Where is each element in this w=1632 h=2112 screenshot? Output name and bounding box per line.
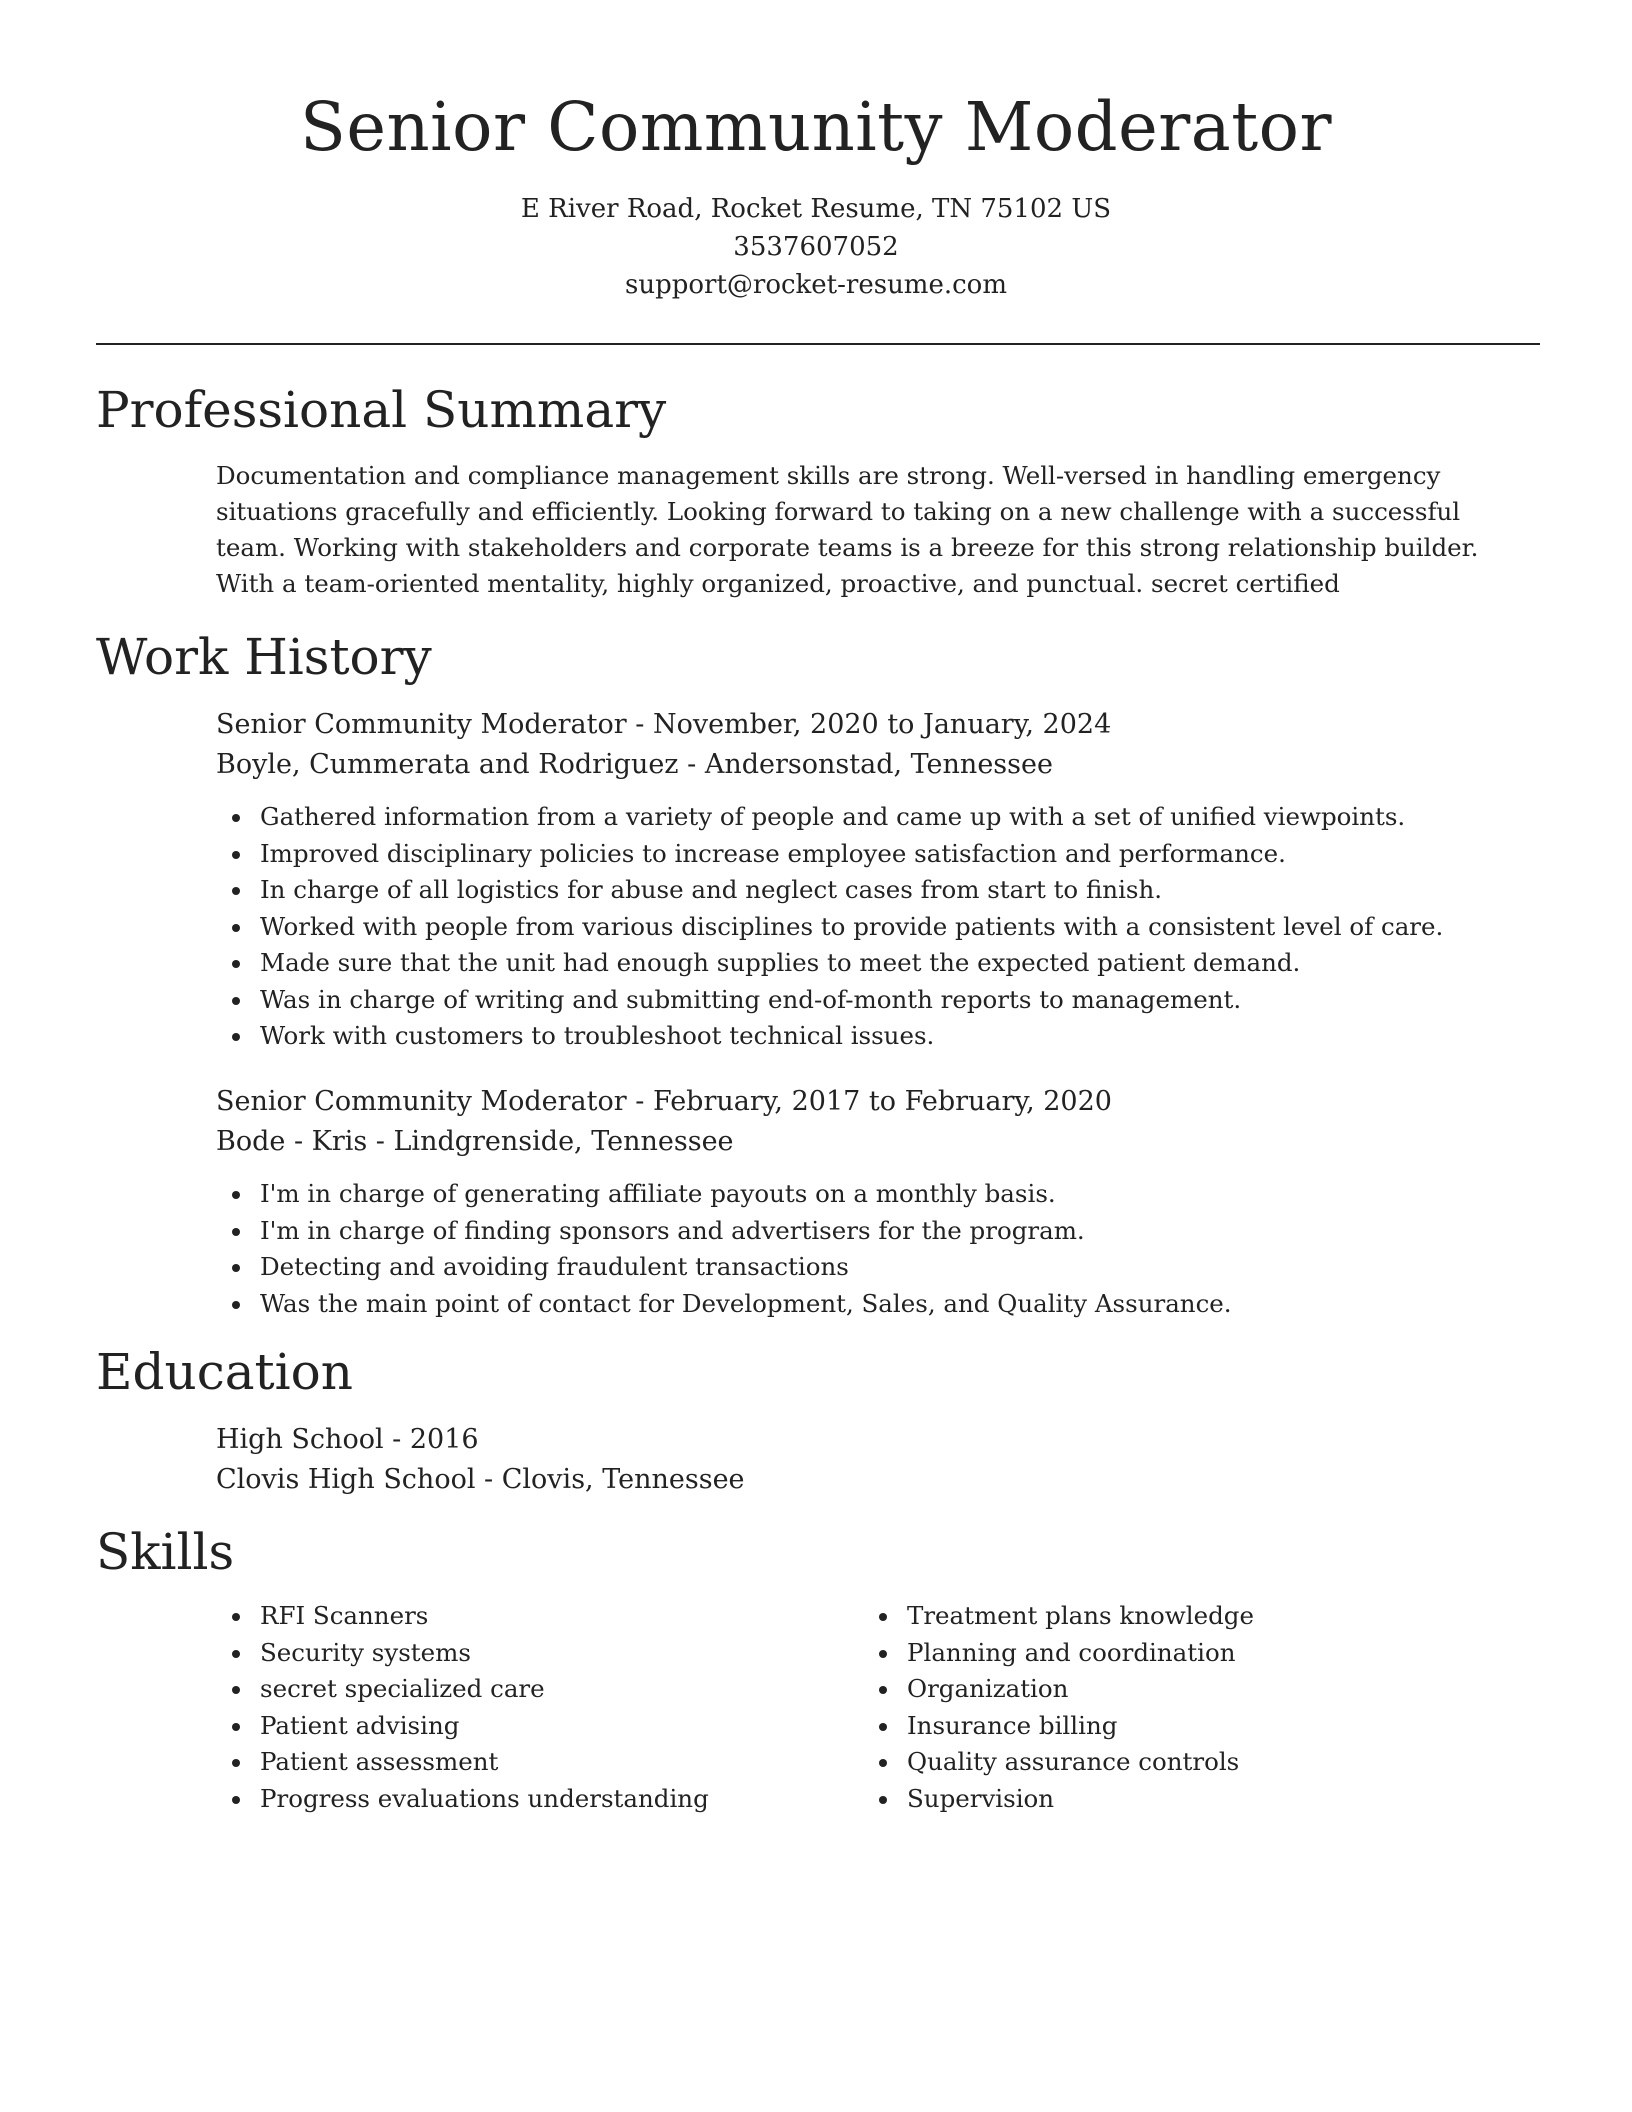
skill-item: Security systems [216,1635,836,1672]
education-school-line [216,1460,1526,1500]
list-item: Made sure that the unit had enough supplies to meet the expected patient demand. [216,945,1526,982]
education-school: Clovis High School [216,1464,476,1495]
contact-address: E River Road, Rocket Resume, TN 75102 US [520,194,1112,224]
skill-item: Patient assessment [216,1744,836,1781]
skill-item: Planning and coordination [863,1635,1483,1672]
job-dates: - November, 2020 to January, 2024 [626,709,1112,740]
job-location: - Lindgrenside, Tennessee [367,1126,734,1157]
list-item: Gathered information from a variety of people and came up with a set of unified viewpoints. [216,799,1526,836]
job-entry-2 [216,1082,1526,1322]
skill-item: Insurance billing [863,1708,1483,1745]
list-item: Was the main point of contact for Development, Sales, and Quality Assurance. [216,1286,1526,1323]
section-title-skills: Skills [96,1523,235,1581]
list-item: Work with customers to troubleshoot technical issues. [216,1018,1526,1055]
summary-text: Documentation and compliance management skills are strong. Well-versed in handling emergency situations gracefully and efficiently. Looking forward to taking on a new challenge with a successful team. Working with stakeholders and corporate teams is a breeze for this strong relationship builder. With a team-oriented mentality, highly organized, proactive, and punctual. secret certified [216,461,1479,598]
contact-phone: 3537607052 [733,232,899,262]
contact-info [0,190,1632,304]
job-entry-1 [216,705,1526,1055]
resume-header [0,0,1632,304]
list-item: Detecting and avoiding fraudulent transactions [216,1249,1526,1286]
job-title: Senior Community Moderator [216,1086,627,1117]
section-title-summary: Professional Summary [96,381,667,439]
job-company-line [216,1122,1526,1162]
skill-item: secret specialized care [216,1671,836,1708]
skill-item: Supervision [863,1781,1483,1818]
contact-email: support@rocket-resume.com [624,270,1007,300]
skill-item: Progress evaluations understanding [216,1781,836,1818]
skill-item: RFI Scanners [216,1598,836,1635]
list-item: In charge of all logistics for abuse and neglect cases from start to finish. [216,872,1526,909]
job-company: Bode - Kris [216,1126,368,1157]
skill-item: Treatment plans knowledge [863,1598,1483,1635]
job-title-line [216,1082,1526,1122]
summary-block [216,458,1526,602]
list-item: Improved disciplinary policies to increase employee satisfaction and performance. [216,836,1526,873]
skills-list-left [216,1598,836,1817]
skill-item: Patient advising [216,1708,836,1745]
job-company: Boyle, Cummerata and Rodriguez [216,749,679,780]
education-degree-line [216,1420,1526,1460]
skill-item: Quality assurance controls [863,1744,1483,1781]
job-location: - Andersonstad, Tennessee [678,749,1053,780]
list-item: I'm in charge of generating affiliate payouts on a monthly basis. [216,1176,1526,1213]
skills-column-right [863,1598,1483,1817]
education-entry [216,1420,1526,1500]
education-degree: High School [216,1424,384,1455]
list-item: I'm in charge of finding sponsors and advertisers for the program. [216,1213,1526,1250]
job-bullets [216,799,1526,1055]
job-title-line [216,705,1526,745]
skill-item: Organization [863,1671,1483,1708]
list-item: Worked with people from various disciplines to provide patients with a consistent level of care. [216,909,1526,946]
list-item: Was in charge of writing and submitting end-of-month reports to management. [216,982,1526,1019]
skills-column-left [216,1598,836,1817]
education-location: - Clovis, Tennessee [475,1464,745,1495]
job-bullets [216,1176,1526,1322]
candidate-name: Senior Community Moderator [299,88,1332,166]
job-title: Senior Community Moderator [216,709,627,740]
skills-list-right [863,1598,1483,1817]
header-divider [96,343,1540,345]
job-dates: - February, 2017 to February, 2020 [626,1086,1112,1117]
job-company-line [216,745,1526,785]
section-title-education: Education [96,1343,353,1401]
education-year: - 2016 [383,1424,479,1455]
section-title-work-history: Work History [96,628,432,686]
